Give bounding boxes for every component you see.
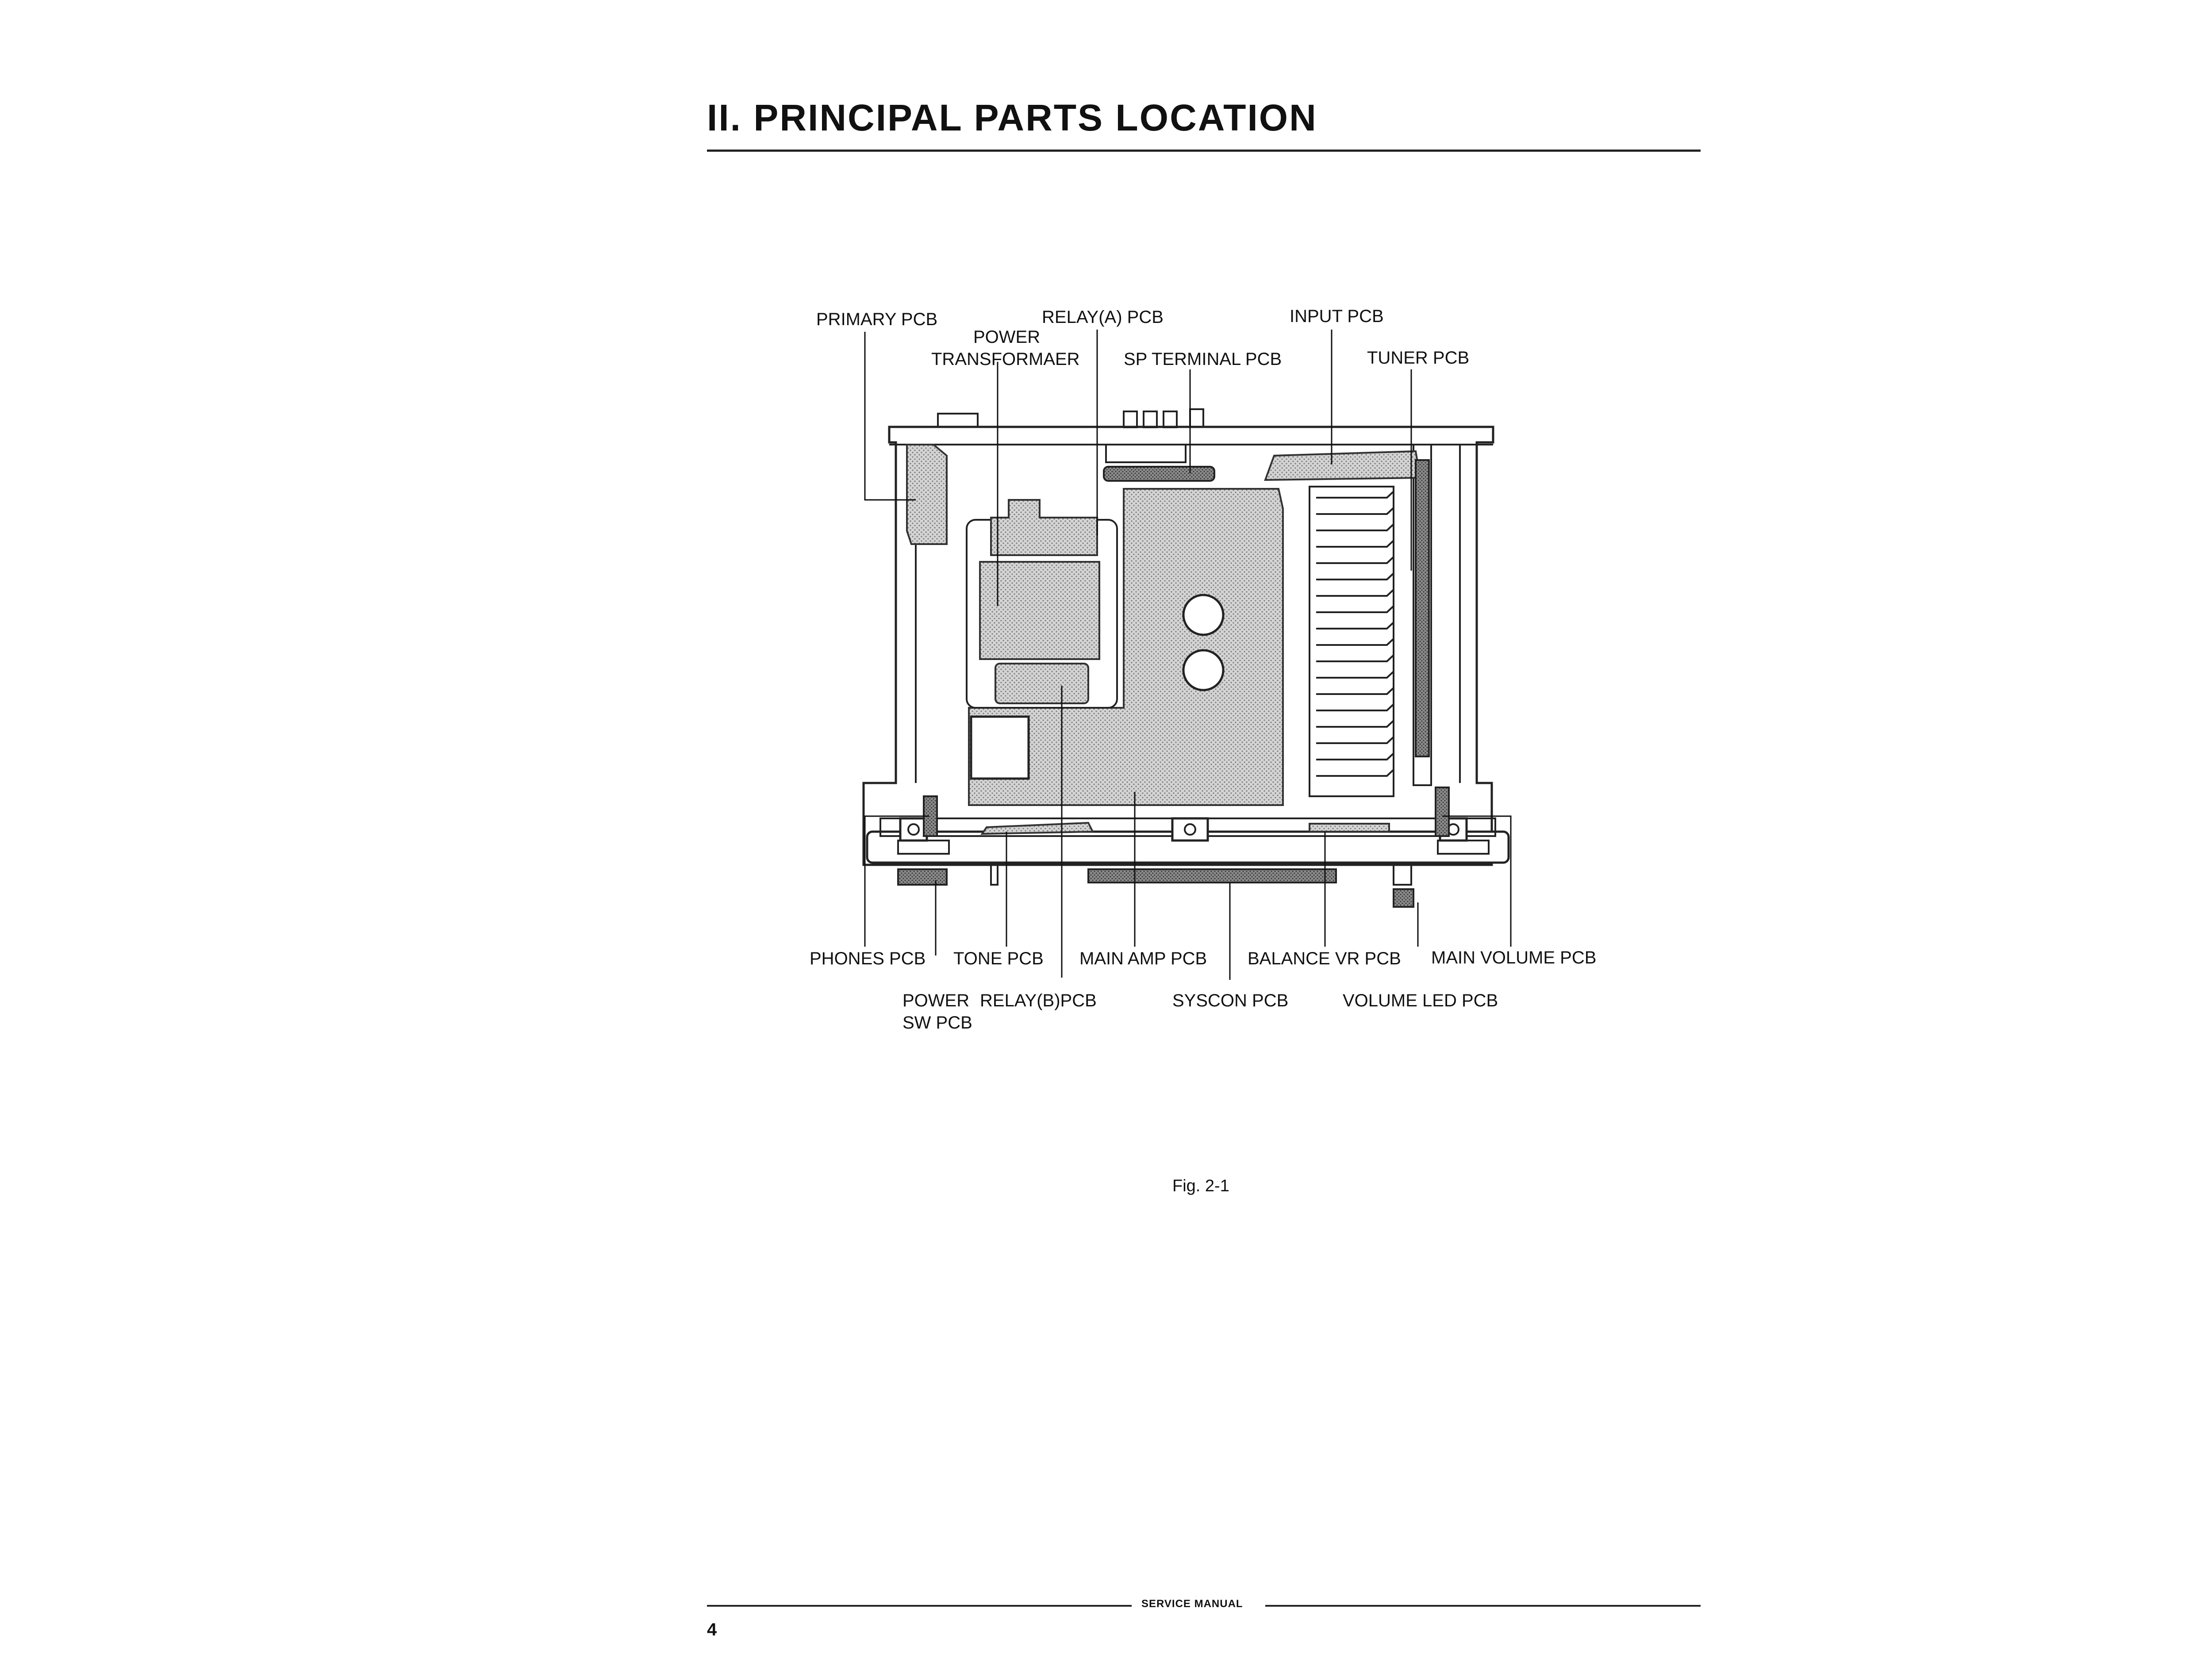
- label-main-volume-pcb: MAIN VOLUME PCB: [1431, 948, 1597, 967]
- label-primary-pcb: PRIMARY PCB: [816, 310, 938, 329]
- tuner-pcb-shape: [1416, 460, 1429, 756]
- footer-rule-right: [1265, 1605, 1701, 1607]
- label-main-amp-pcb: MAIN AMP PCB: [1079, 949, 1207, 968]
- label-power-sw-pcb-1: POWER: [902, 991, 970, 1010]
- sp-terminal-pcb-shape: [1104, 467, 1214, 481]
- label-tone-pcb: TONE PCB: [953, 949, 1044, 968]
- footer-rule-left: [707, 1605, 1132, 1607]
- page-number: 4: [707, 1620, 717, 1639]
- figure-caption: Fig. 2-1: [1172, 1177, 1229, 1195]
- label-sp-terminal-pcb: SP TERMINAL PCB: [1124, 349, 1282, 369]
- balance-vr-pcb-shape: [1310, 824, 1389, 832]
- volume-led-pcb-shape: [1394, 889, 1413, 907]
- label-balance-vr-pcb: BALANCE VR PCB: [1248, 949, 1401, 968]
- page-title: II. PRINCIPAL PARTS LOCATION: [707, 97, 1317, 138]
- label-relay-b-pcb: RELAY(B)PCB: [980, 991, 1097, 1010]
- label-syscon-pcb: SYSCON PCB: [1172, 991, 1289, 1010]
- label-input-pcb: INPUT PCB: [1290, 307, 1384, 326]
- power-sw-pcb-shape: [898, 869, 947, 885]
- input-pcb-shape: [1265, 451, 1420, 480]
- label-phones-pcb: PHONES PCB: [810, 949, 926, 968]
- label-volume-led-pcb: VOLUME LED PCB: [1343, 991, 1498, 1010]
- label-tuner-pcb: TUNER PCB: [1367, 348, 1470, 368]
- label-power-sw-pcb-2: SW PCB: [902, 1013, 972, 1032]
- main-volume-pcb-shape: [1436, 787, 1449, 836]
- syscon-pcb-shape: [1088, 869, 1336, 883]
- label-relay-a-pcb: RELAY(A) PCB: [1042, 307, 1164, 327]
- label-power-transformer-1: POWER: [973, 327, 1041, 347]
- footer-label: SERVICE MANUAL: [1141, 1598, 1243, 1610]
- primary-pcb-shape: [907, 445, 947, 544]
- label-power-transformer-2: TRANSFORMAER: [931, 349, 1080, 369]
